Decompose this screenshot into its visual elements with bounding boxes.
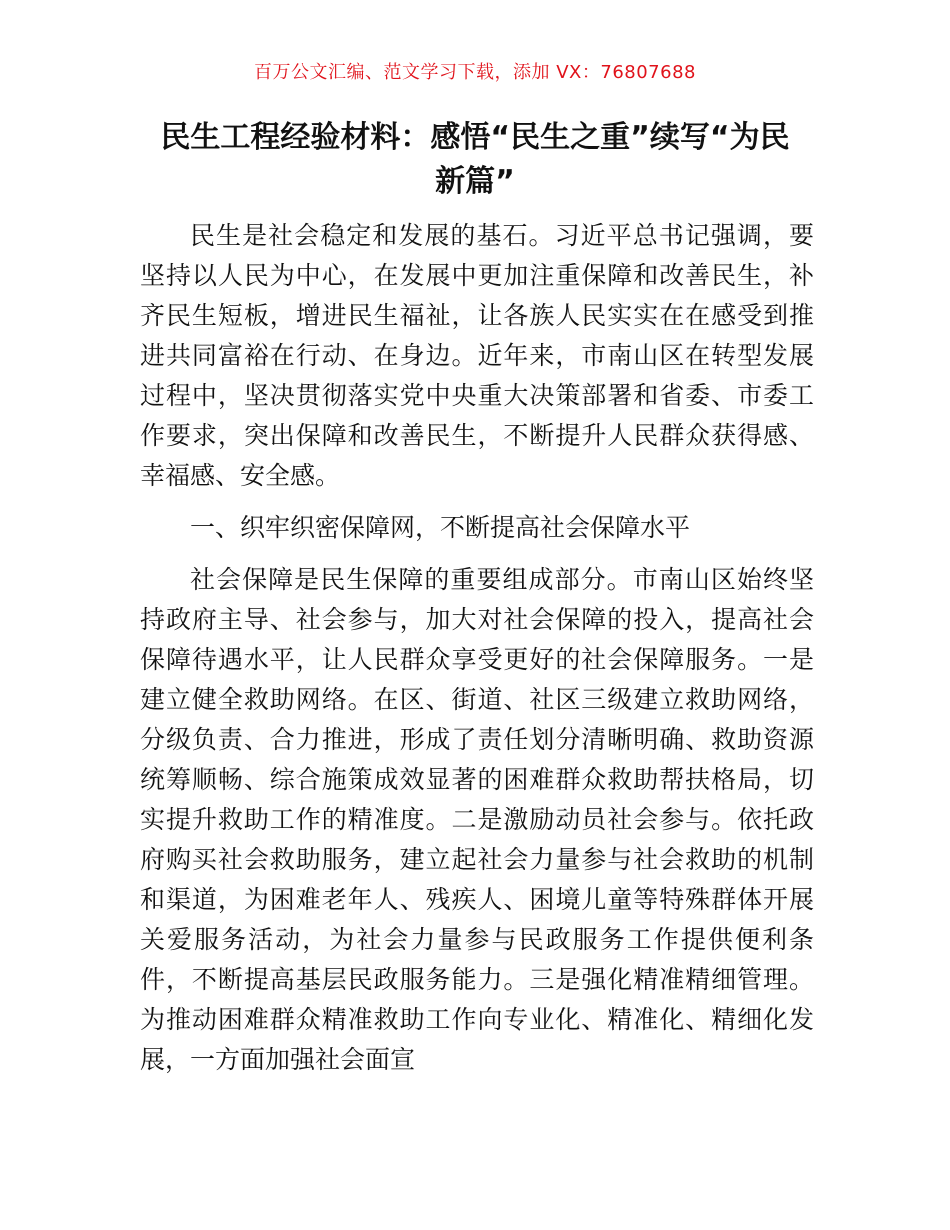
paragraph-social-security: 社会保障是民生保障的重要组成部分。市南山区始终坚持政府主导、社会参与，加大对社会保障的投入，提高社会保障待遇水平，让人民群众享受更好的社会保障服务。一是建立健全救助网络。在区、街道、社区三级建立救助网络，分级负责、合力推进，形成了责任划分清晰明确、救助资源统筹顺畅、综合施策成效显著的困难群众救助帮扶格局，切实提升救助工作的精准度。二是激励动员社会参与。依托政府购买社会救助服务，建立起社会力量参与社会救助的机制和渠道，为困难老年人、残疾人、困境儿童等特殊群体开展关爱服务活动，为社会力量参与民政服务工作提供便利条件，不断提高基层民政服务能力。三是强化精准精细管理。为推动困难群众精准救助工作向专业化、精准化、精细化发展，一方面加强社会面宣 <box>140 565 814 1074</box>
document-title: 民生工程经验材料：感悟“民生之重”续写“为民新篇” <box>160 120 790 199</box>
watermark-text: 百万公文汇编、范文学习下载，添加 VX：76807688 <box>254 62 696 83</box>
document-body <box>140 216 814 1080</box>
paragraph-intro: 民生是社会稳定和发展的基石。习近平总书记强调，要坚持以人民为中心，在发展中更加注重保障和改善民生，补齐民生短板，增进民生福祉，让各族人民实实在在感受到推进共同富裕在行动、在身边。近年来，市南山区在转型发展过程中，坚决贯彻落实党中央重大决策部署和省委、市委工作要求，突出保障和改善民生，不断提升人民群众获得感、幸福感、安全感。 <box>140 221 814 490</box>
section-heading: 一、织牢织密保障网，不断提高社会保障水平 <box>190 513 691 542</box>
